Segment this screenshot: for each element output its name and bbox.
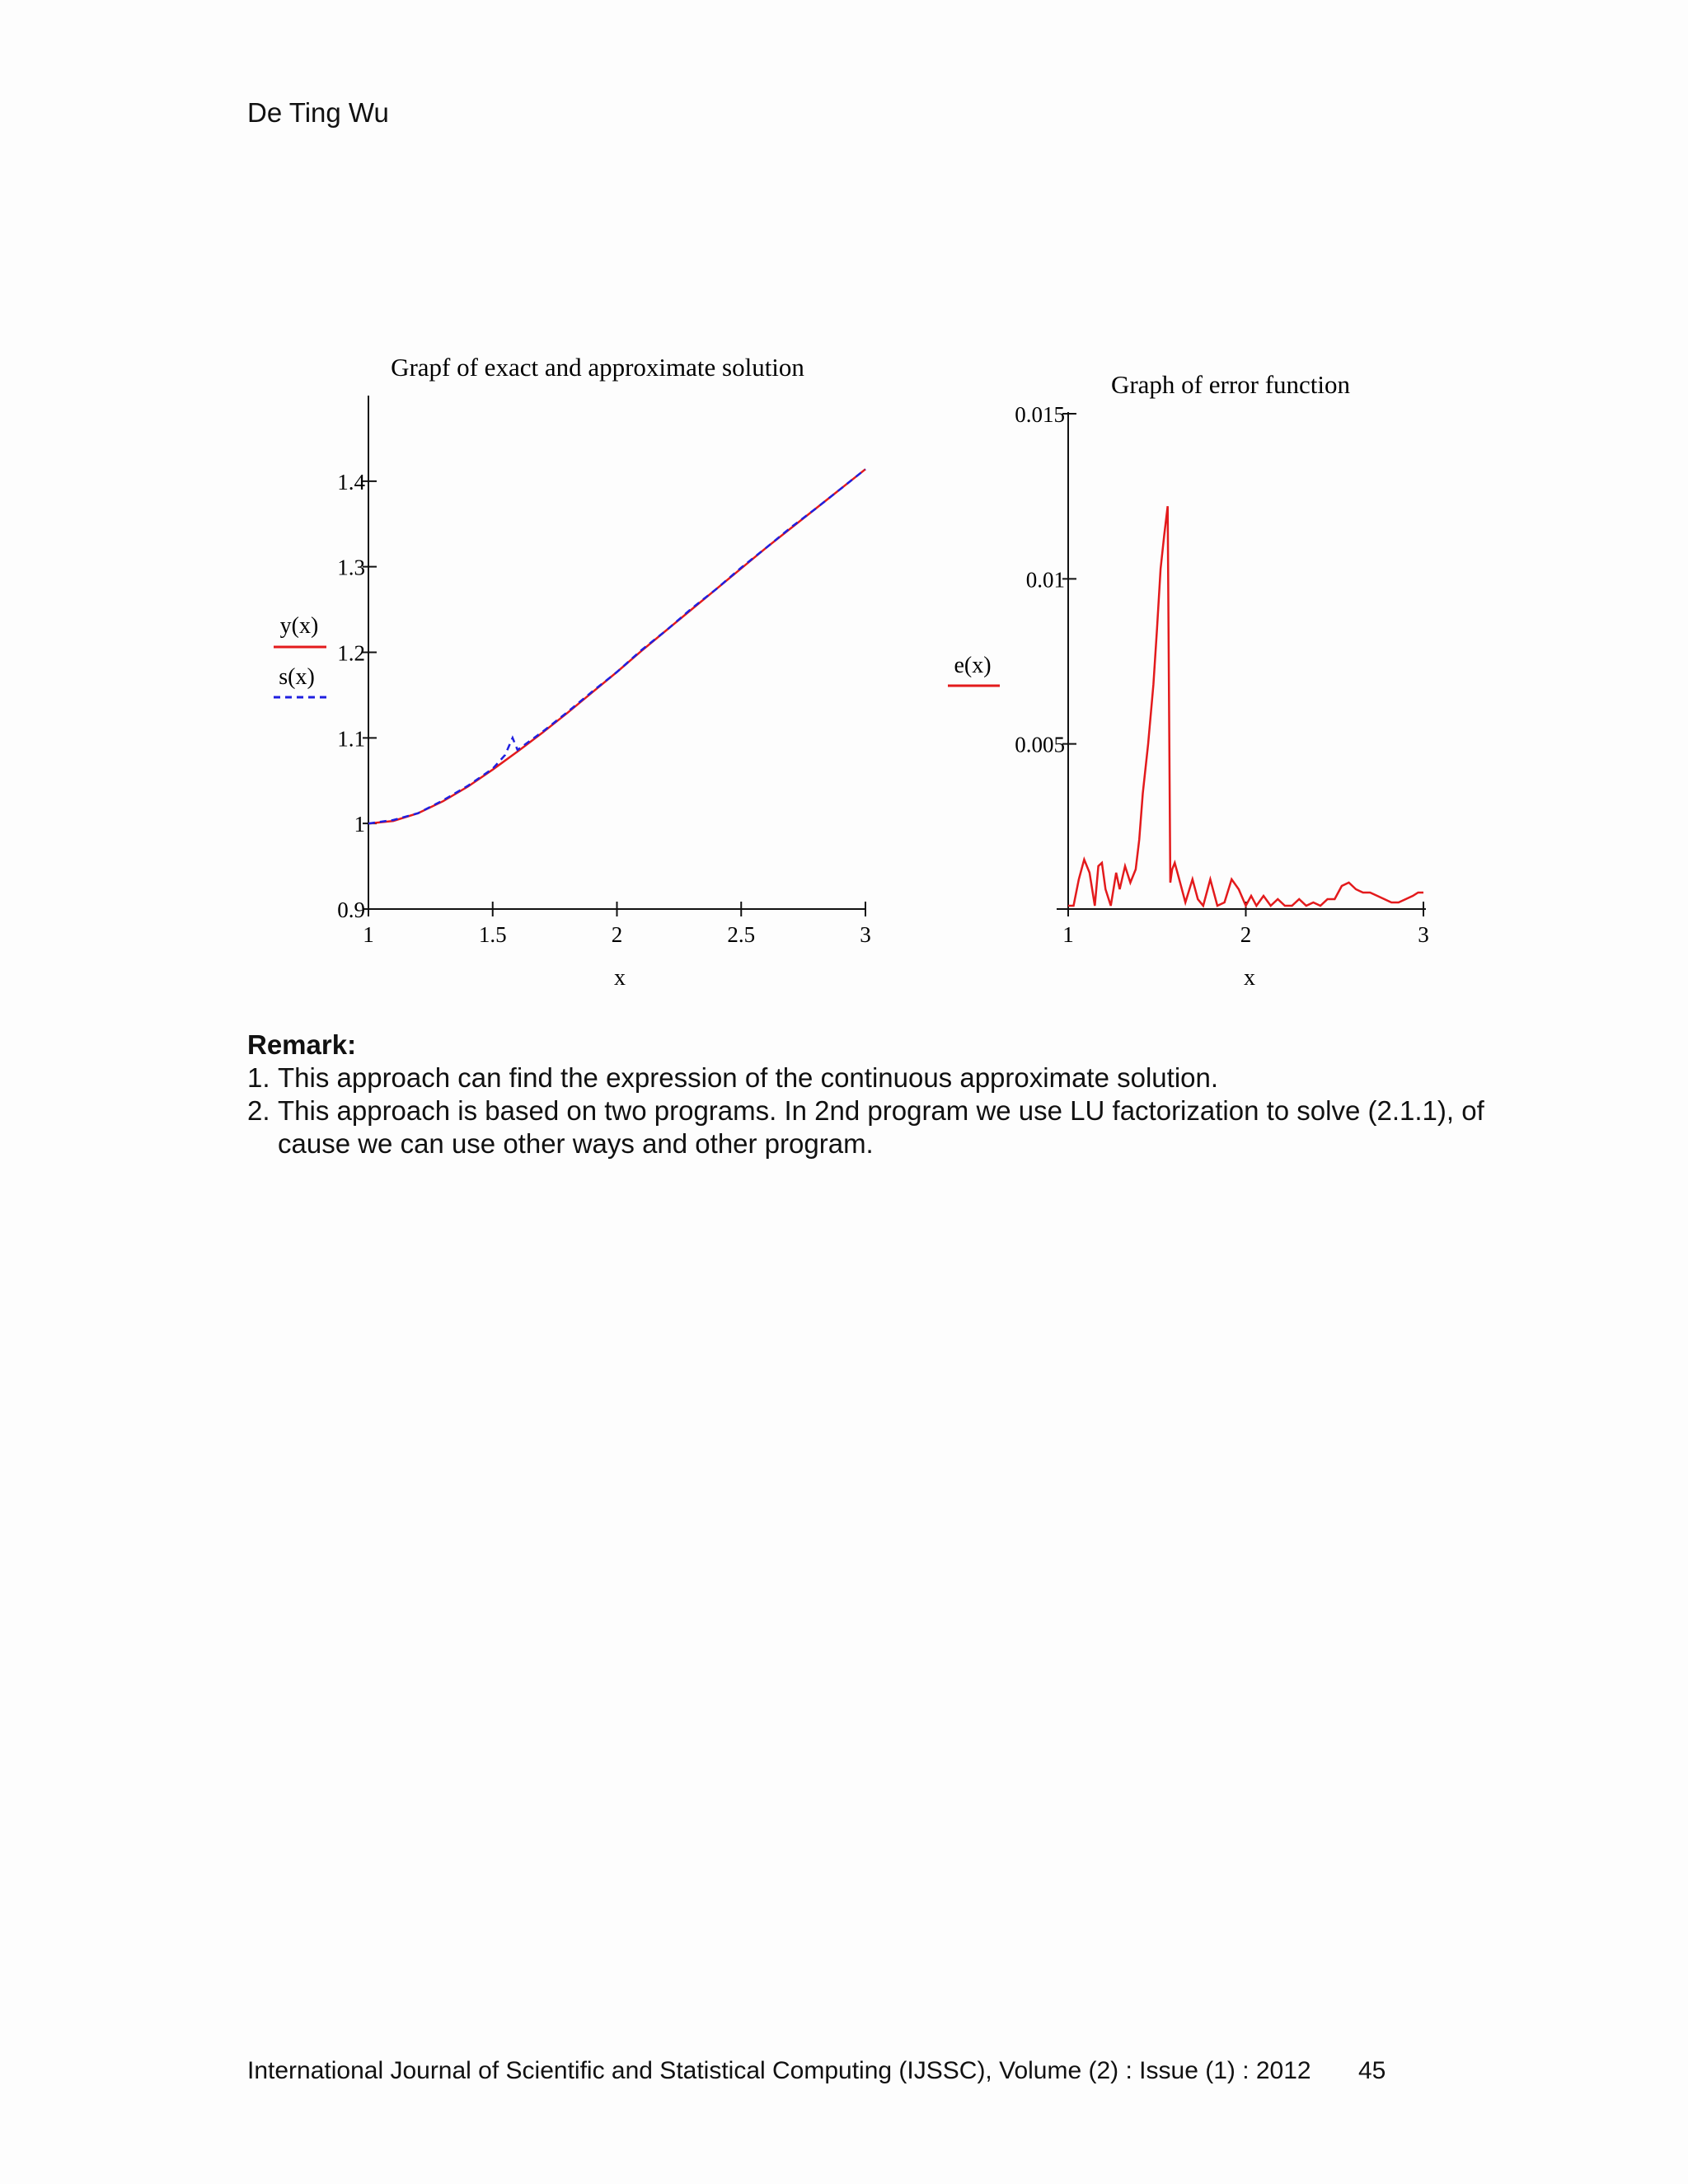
legend-label-s: s(x): [279, 664, 315, 690]
x-axis-label: x: [614, 965, 626, 991]
legend-label-y: y(x): [279, 613, 319, 639]
x-tick-label: 3: [860, 922, 871, 947]
chart-error-function: [948, 370, 1429, 991]
x-tick-label: 2: [611, 922, 623, 947]
x-tick-label: 2: [1240, 922, 1252, 947]
remark-item-number: 2.: [247, 1095, 270, 1126]
y-tick-label: 1.4: [337, 469, 365, 494]
chart-title: Graph of error function: [1110, 370, 1351, 399]
footer-journal: International Journal of Scientific and Statistical Computing (IJSSC), Volume (2) : Issue (1) : 2012: [247, 2057, 1311, 2084]
figure-svg: [0, 0, 1688, 1014]
y-tick-label: 0.005: [1015, 732, 1065, 757]
y-tick-label: 1: [354, 812, 365, 837]
x-tick-label: 2.5: [727, 922, 756, 947]
y-tick-label: 0.9: [337, 898, 365, 922]
y-tick-label: 0.015: [1015, 402, 1065, 427]
running-header-author: De Ting Wu: [247, 97, 389, 128]
legend-label-e: e(x): [954, 653, 992, 678]
x-tick-label: 1.5: [478, 922, 507, 947]
remark-item-text: This approach can find the expression of the continuous approximate solution.: [278, 1062, 1219, 1093]
series-line-e: [1068, 506, 1423, 906]
remark-item-number: 1.: [247, 1062, 270, 1093]
x-tick-label: 1: [1062, 922, 1074, 947]
x-tick-label: 3: [1418, 922, 1429, 947]
page-footer: [247, 2057, 1386, 2085]
x-tick-label: 1: [363, 922, 374, 947]
chart-exact-approx: [274, 353, 871, 991]
remark-heading: Remark:: [247, 1029, 357, 1060]
series-line-y: [368, 469, 865, 823]
x-axis-label: x: [1244, 965, 1255, 991]
y-tick-label: 1.3: [337, 555, 365, 580]
y-tick-label: 1.1: [337, 726, 365, 752]
remark-item: [247, 1094, 1533, 1160]
chart-title: Grapf of exact and approximate solution: [391, 353, 804, 382]
figure-solution-and-error: [0, 0, 1688, 1014]
remark-item: [247, 1062, 1533, 1094]
series-line-s: [368, 469, 865, 823]
y-tick-label: 1.2: [337, 640, 365, 666]
y-tick-label: 0.01: [1025, 567, 1065, 593]
remark-item-text: This approach is based on two programs. In 2nd program we use LU factorization to solve (2.1.1), of cause we can use other ways and other program.: [278, 1095, 1484, 1159]
page-number: 45: [1358, 2057, 1386, 2084]
remark-section: [247, 1029, 1533, 1160]
